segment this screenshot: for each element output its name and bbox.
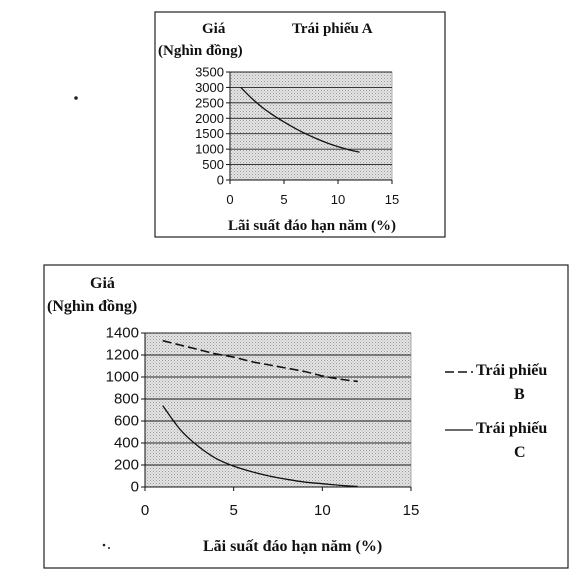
x-tick-label: 10 bbox=[313, 502, 331, 519]
chart-a-ylabel-line1: Giá bbox=[202, 21, 226, 37]
x-tick-label: 5 bbox=[280, 192, 288, 207]
chart-a-xlabel: Lãi suất đáo hạn năm (%) bbox=[228, 218, 396, 234]
legend-b-label-line2: B bbox=[514, 386, 525, 403]
legend-c-label-line2: C bbox=[514, 444, 526, 461]
chart-bc-plot-area bbox=[145, 333, 411, 487]
chart-bc-ylabel-line2: (Nghìn đồng) bbox=[47, 298, 138, 315]
y-tick-label: 3000 bbox=[195, 79, 224, 95]
scan-speck bbox=[103, 544, 106, 547]
y-tick-label: 0 bbox=[130, 478, 139, 496]
y-tick-label: 800 bbox=[113, 390, 139, 408]
scan-speck bbox=[108, 547, 110, 549]
legend-b-label-line1: Trái phiếu bbox=[476, 362, 548, 379]
chart-bc-y-ticks bbox=[106, 325, 145, 496]
scan-speck bbox=[74, 96, 78, 100]
chart-bond-b-c bbox=[44, 265, 568, 568]
x-tick-label: 10 bbox=[330, 192, 346, 207]
chart-bc-ylabel-line1: Giá bbox=[90, 275, 115, 292]
y-tick-label: 1500 bbox=[195, 126, 224, 142]
chart-a-title: Trái phiếu A bbox=[292, 21, 373, 37]
chart-bc-xlabel: Lãi suất đáo hạn năm (%) bbox=[203, 538, 383, 555]
y-tick-label: 1200 bbox=[105, 346, 139, 364]
y-tick-label: 500 bbox=[202, 157, 224, 173]
chart-a-plot-area bbox=[230, 72, 392, 180]
x-tick-label: 0 bbox=[226, 192, 234, 207]
x-tick-label: 15 bbox=[384, 192, 400, 207]
y-tick-label: 400 bbox=[113, 434, 139, 452]
x-tick-label: 5 bbox=[229, 502, 238, 519]
y-tick-label: 200 bbox=[113, 456, 139, 474]
y-tick-label: 600 bbox=[113, 412, 139, 430]
y-tick-label: 3500 bbox=[195, 64, 224, 80]
y-tick-label: 0 bbox=[216, 172, 224, 188]
y-tick-label: 1000 bbox=[105, 368, 139, 386]
chart-a-y-ticks bbox=[195, 65, 230, 188]
chart-a-x-ticks bbox=[226, 180, 399, 207]
chart-bc-legend bbox=[445, 362, 547, 461]
chart-bond-a bbox=[155, 12, 445, 237]
x-tick-label: 15 bbox=[402, 502, 420, 519]
chart-bc-x-ticks bbox=[141, 487, 420, 519]
chart-a-ylabel-line2: (Nghìn đồng) bbox=[158, 43, 243, 59]
y-tick-label: 1000 bbox=[195, 141, 224, 157]
y-tick-label: 2500 bbox=[195, 95, 224, 111]
x-tick-label: 0 bbox=[140, 502, 150, 519]
y-tick-label: 2000 bbox=[195, 110, 224, 126]
y-tick-label: 1400 bbox=[105, 324, 139, 342]
legend-c-label-line1: Trái phiếu bbox=[476, 420, 548, 437]
